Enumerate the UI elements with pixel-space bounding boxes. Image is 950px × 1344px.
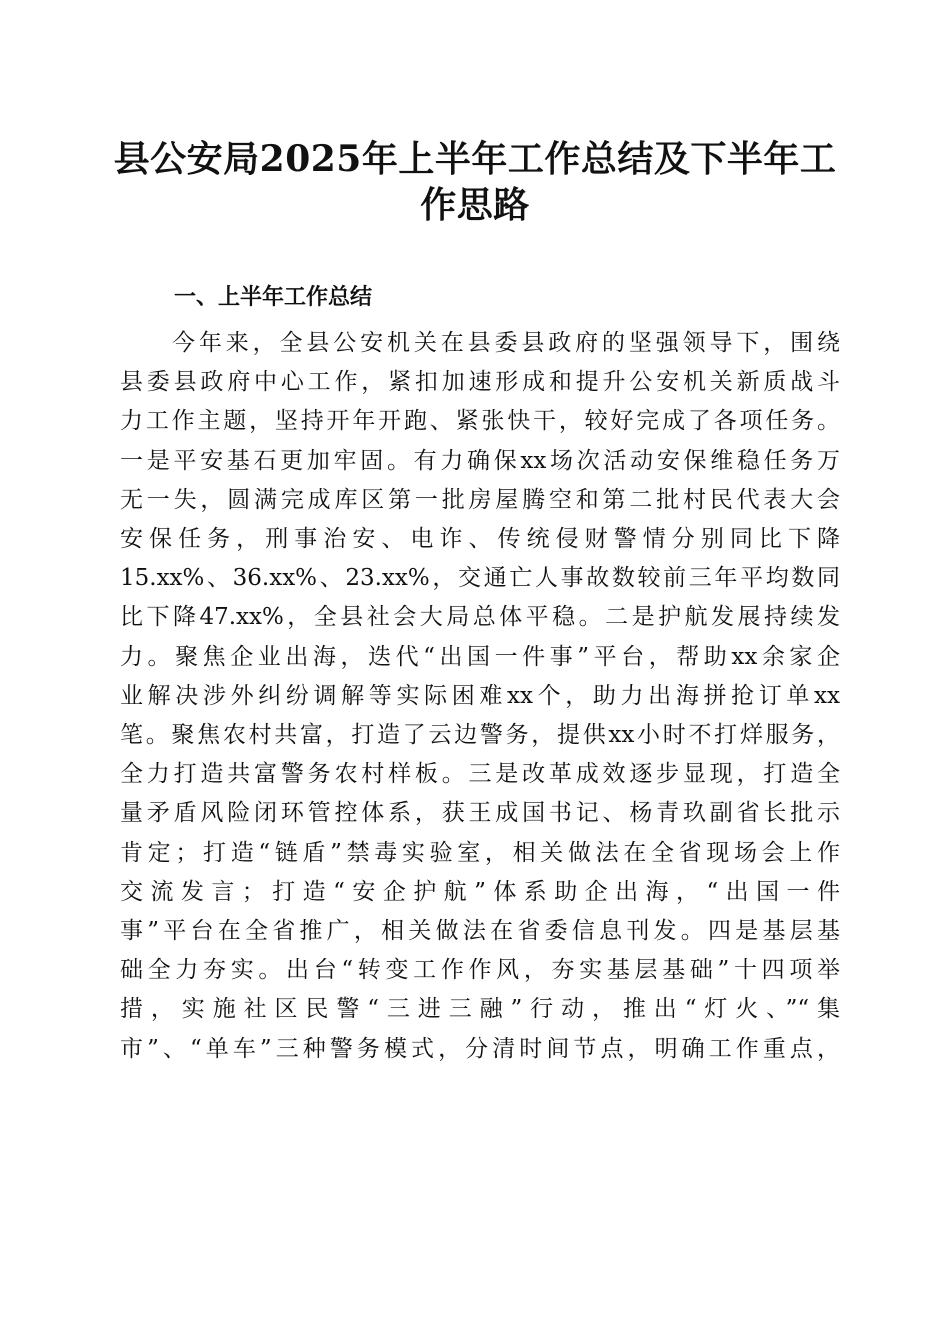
body-line: 比下降47.xx%，全县社会大局总体平稳。二是护航发展持续发 [120, 604, 840, 631]
document-title [100, 136, 850, 228]
title-line-1: 县公安局2025年上半年工作总结及下半年工 [113, 138, 837, 180]
body-line: 县委县政府中心工作，紧扣加速形成和提升公安机关新质战斗 [120, 369, 840, 396]
body-line: 力。聚焦企业出海，迭代“出国一件事”平台，帮助xx余家企 [120, 643, 840, 670]
body-line: 一是平安基石更加牢固。有力确保xx场次活动安保维稳任务万 [120, 447, 840, 474]
body-line: 全力打造共富警务农村样板。三是改革成效逐步显现，打造全 [120, 761, 840, 788]
body-line: 交流发言；打造“安企护航”体系助企出海，“出国一件 [120, 878, 840, 905]
body-line: 力工作主题，坚持开年开跑、紧张快干，较好完成了各项任务。 [120, 408, 840, 435]
title-line-2: 作思路 [420, 184, 530, 226]
body-line: 15.xx%、36.xx%、23.xx%，交通亡人事故数较前三年平均数同 [120, 565, 840, 592]
body-line: 措，实施社区民警“三进三融”行动，推出“灯火、”“集 [120, 996, 840, 1023]
body-line: 笔。聚焦农村共富，打造了云边警务，提供xx小时不打烊服务， [120, 722, 840, 749]
body-line: 肯定；打造“链盾”禁毒实验室，相关做法在全省现场会上作 [120, 839, 840, 866]
body-line: 础全力夯实。出台“转变工作作风，夯实基层基础”十四项举 [120, 957, 840, 984]
body-line: 市”、“单车”三种警务模式，分清时间节点，明确工作重点， [120, 1035, 840, 1062]
body-line: 安保任务，刑事治安、电诈、传统侵财警情分别同比下降 [120, 526, 840, 553]
body-line: 业解决涉外纠纷调解等实际困难xx个，助力出海拼抢订单xx [120, 682, 840, 709]
body-line: 今年来，全县公安机关在县委县政府的坚强领导下，围绕 [172, 330, 840, 356]
body-line: 事”平台在全省推广，相关做法在省委信息刊发。四是基层基 [120, 918, 840, 945]
body-line: 量矛盾风险闭环管控体系，获王成国书记、杨青玖副省长批示 [120, 800, 840, 827]
body-paragraph [120, 324, 840, 1069]
body-line: 无一失，圆满完成库区第一批房屋腾空和第二批村民代表大会 [120, 486, 840, 513]
section-heading: 一、上半年工作总结 [174, 285, 373, 310]
